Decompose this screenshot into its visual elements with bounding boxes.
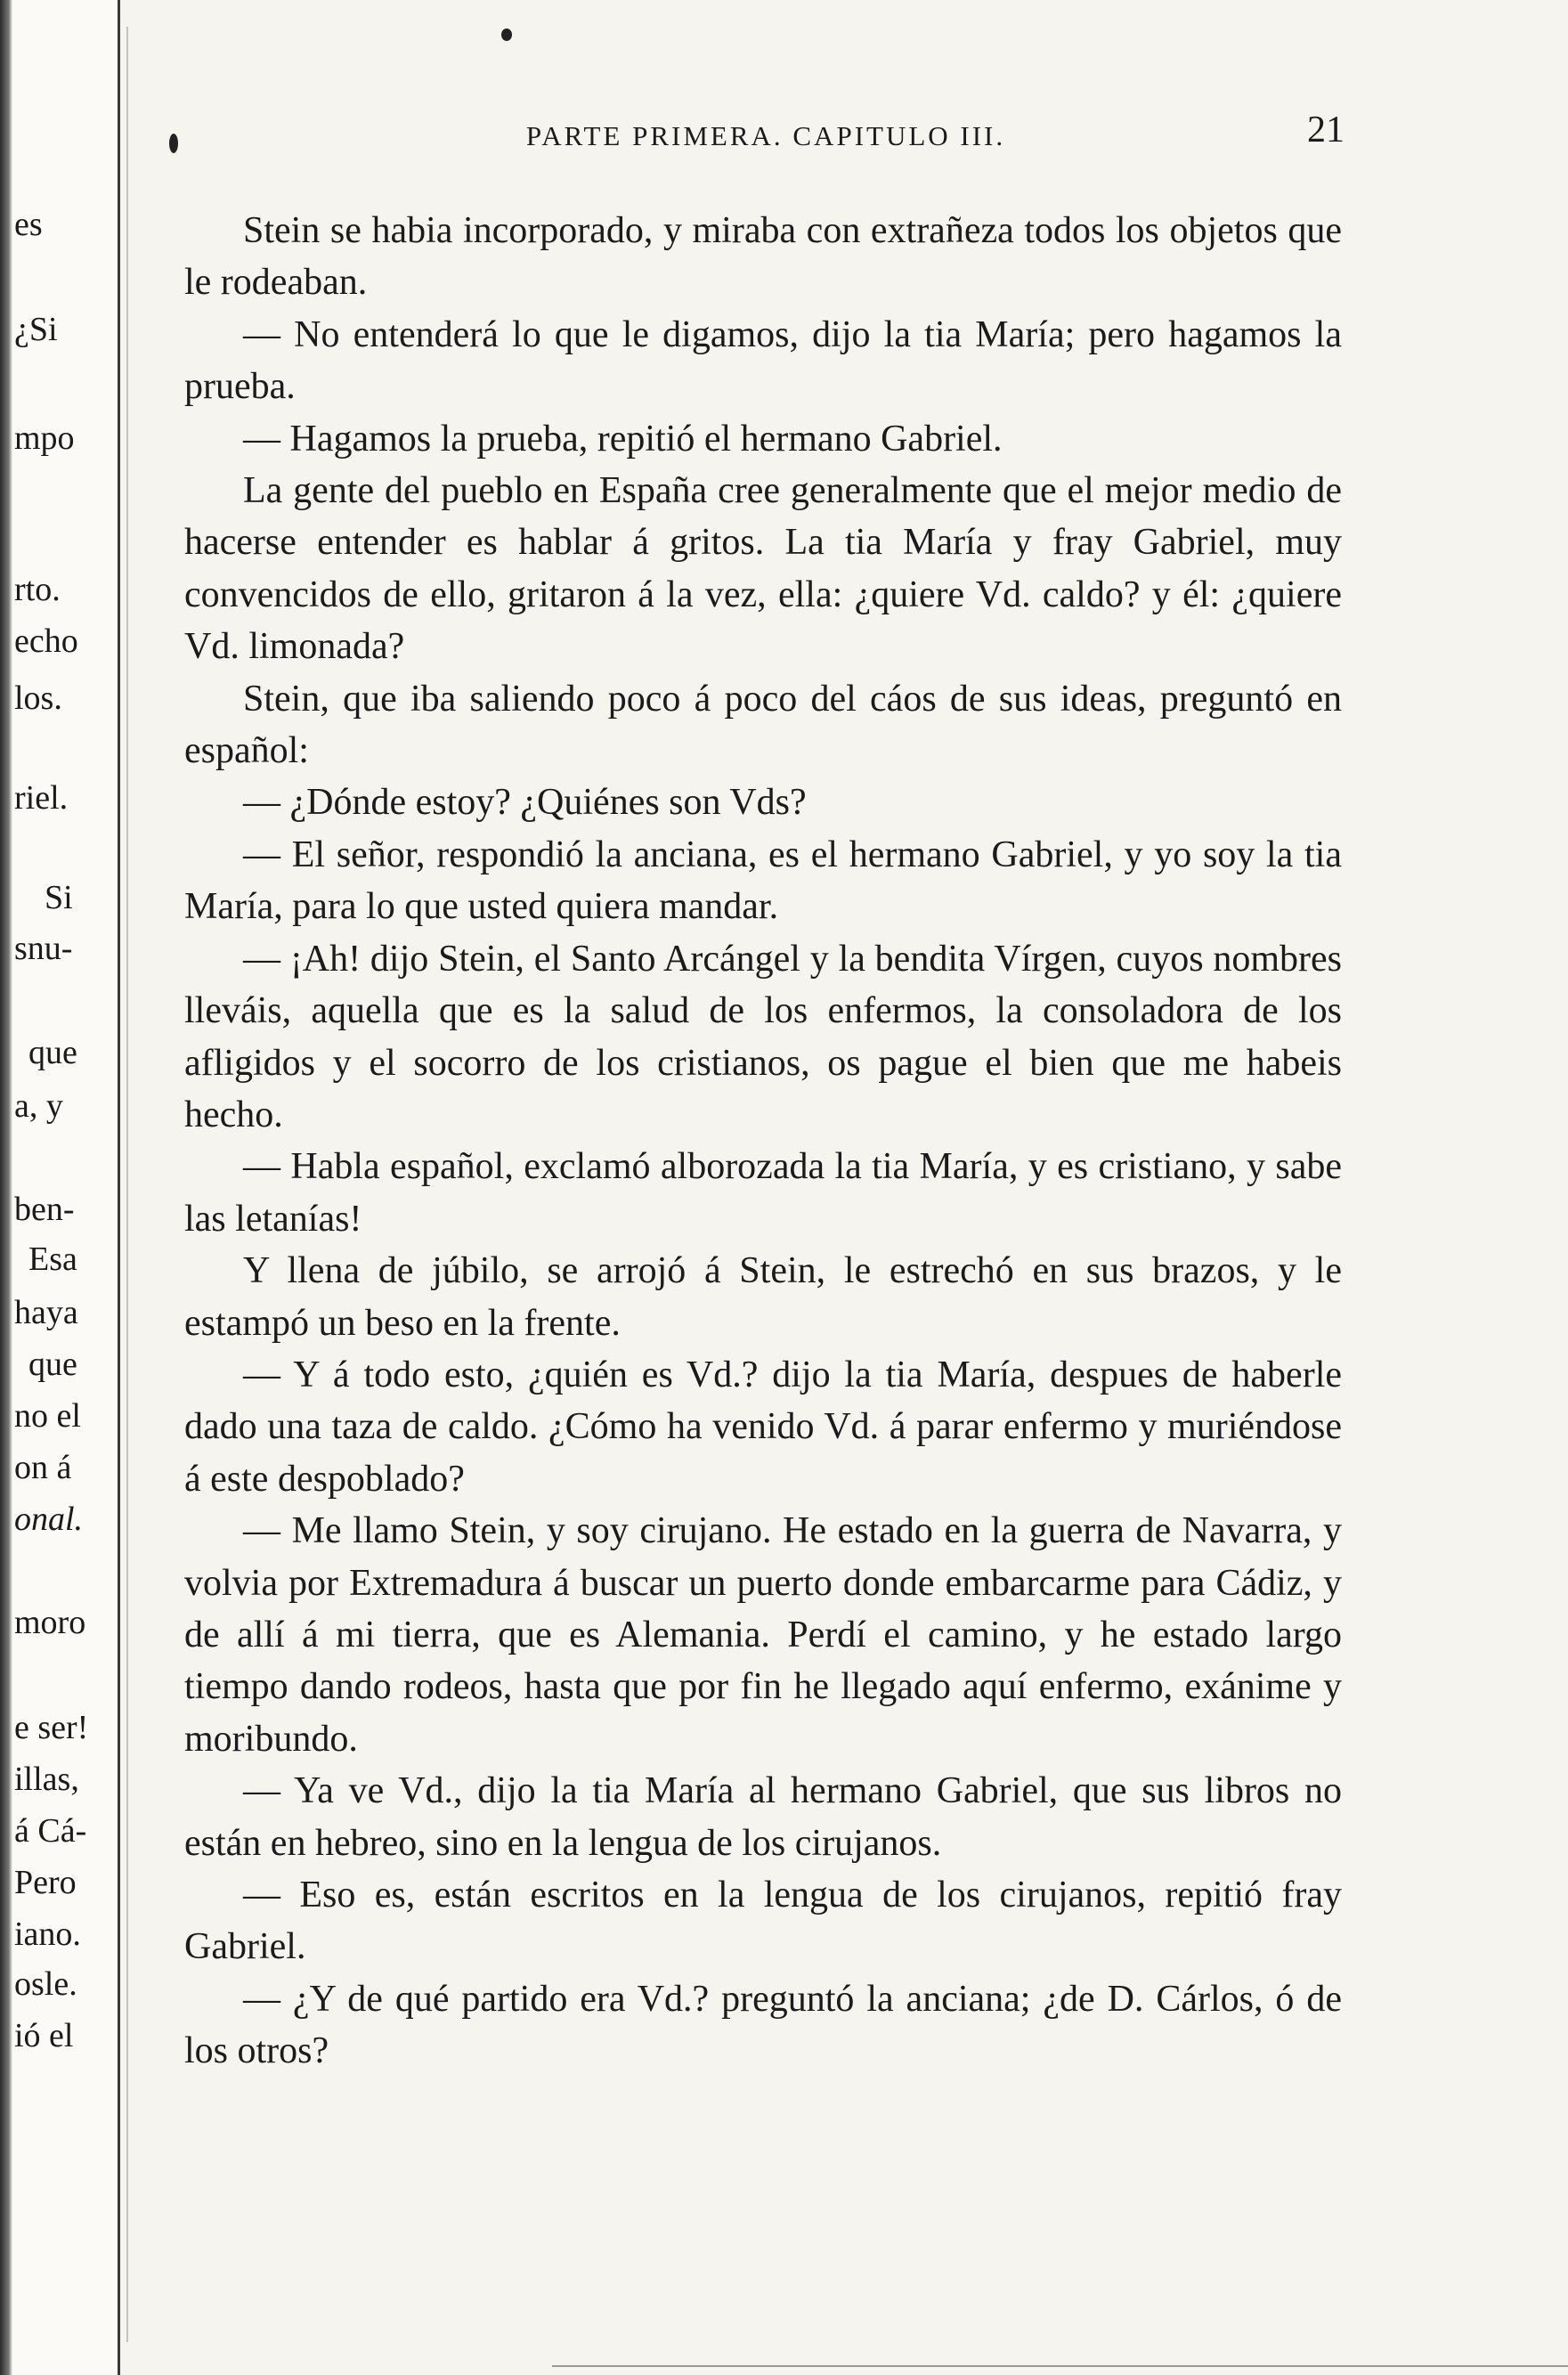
paragraph: — Me llamo Stein, y soy cirujano. He estado en la guerra de Navarra, y volvia por Extremadura á buscar un puerto donde embarcarme para Cádiz, y de allí á mi tierra, que es Alemania. Perdí el camino, y he estado largo tiempo dando rodeos, hasta que por fin he llegado aquí enfermo, exánime y moribundo. (184, 1510, 1342, 1760)
paragraph: — Hagamos la prueba, repitió el hermano Gabriel. (243, 418, 1003, 460)
prev-page-fragment: Pero (14, 1864, 77, 1901)
paragraph: — El señor, respondió la anciana, es el hermano Gabriel, y yo soy la tia María, para lo que usted quiera mandar. (184, 834, 1342, 928)
gutter-line (126, 27, 128, 2342)
paragraph: — ¡Ah! dijo Stein, el Santo Arcángel y la bendita Vírgen, cuyos nombres lleváis, aquella que es la salud de los enfermos, la consoladora de los afligidos y el socorro de los cristianos, os pague el bien que me habeis hecho. (184, 938, 1342, 1135)
prev-page-fragment: ¿Si (14, 311, 58, 348)
prev-page-fragment: onal. (14, 1501, 84, 1538)
paragraph: — Eso es, están escritos en la lengua de los cirujanos, repitió fray Gabriel. (184, 1875, 1342, 1968)
prev-page-fragment: echo (14, 622, 78, 660)
prev-page-fragment: osle. (14, 1965, 77, 2003)
paragraph: — No entenderá lo que le digamos, dijo la tia María; pero hagamos la prueba. (184, 313, 1342, 408)
paragraph: — Ya ve Vd., dijo la tia María al hermano Gabriel, que sus libros no están en hebreo, sino en la lengua de los cirujanos. (184, 1770, 1342, 1864)
page-number: 21 (1307, 110, 1345, 150)
prev-page-fragment: e ser! (14, 1709, 89, 1746)
prev-page-fragment: moro (14, 1604, 86, 1641)
running-head: PARTE PRIMERA. CAPITULO III. (525, 120, 1006, 151)
previous-page-edge (12, 0, 120, 2375)
prev-page-fragment: á Cá- (14, 1812, 87, 1850)
prev-page-fragment: riel. (14, 779, 69, 817)
paragraph: — Habla español, exclamó alborozada la tia María, y es cristiano, y sabe las letanías! (184, 1146, 1342, 1240)
prev-page-fragment: illas, (14, 1761, 79, 1798)
prev-page-fragment: snu- (14, 930, 73, 967)
prev-page-fragment: los. (14, 679, 62, 717)
prev-page-fragment: no el (14, 1397, 81, 1435)
paragraph: — Y á todo esto, ¿quién es Vd.? dijo la tia María, despues de haberle dado una taza de caldo. ¿Cómo ha venido Vd. á parar enfermo y muriéndose á este despoblado? (184, 1354, 1342, 1500)
ink-speck (501, 28, 512, 41)
prev-page-fragment: ben- (14, 1191, 75, 1228)
prev-page-fragment: ió el (14, 2017, 74, 2054)
paragraph: Stein, que iba saliendo poco á poco del cáos de sus ideas, preguntó en español: (184, 678, 1342, 772)
prev-page-fragment: Si (45, 879, 73, 916)
paragraph: La gente del pueblo en España cree generalmente que el mejor medio de hacerse entender es hablar á gritos. La tia María y fray Gabriel, muy convencidos de ello, gritaron á la vez, ella: ¿quiere Vd. caldo? y él: ¿quiere Vd. limonada? (184, 470, 1342, 668)
prev-page-fragment: rto. (14, 571, 61, 608)
prev-page-fragment: es (14, 206, 43, 243)
prev-page-fragment: a, y (14, 1087, 63, 1125)
binding-shadow (0, 0, 12, 2375)
prev-page-fragment: haya (14, 1294, 78, 1331)
body-text (184, 205, 1342, 2078)
scan-edge-line (552, 2365, 1568, 2367)
prev-page-fragment: que (28, 1346, 77, 1383)
prev-page-fragment: iano. (14, 1915, 81, 1953)
prev-page-fragment: on á (14, 1449, 72, 1486)
paragraph: Y llena de júbilo, se arrojó á Stein, le estrechó en sus brazos, y le estampó un beso en la frente. (184, 1250, 1342, 1344)
paragraph: — ¿Y de qué partido era Vd.? preguntó la anciana; ¿de D. Cárlos, ó de los otros? (184, 1978, 1342, 2072)
prev-page-fragment: que (28, 1034, 77, 1071)
prev-page-fragment: Esa (28, 1240, 77, 1278)
paragraph: Stein se habia incorporado, y miraba con extrañeza todos los objetos que le rodeaban. (184, 210, 1342, 304)
ink-speck (169, 134, 178, 153)
prev-page-fragment: mpo (14, 419, 75, 457)
paragraph: — ¿Dónde estoy? ¿Quiénes son Vds? (243, 782, 807, 824)
